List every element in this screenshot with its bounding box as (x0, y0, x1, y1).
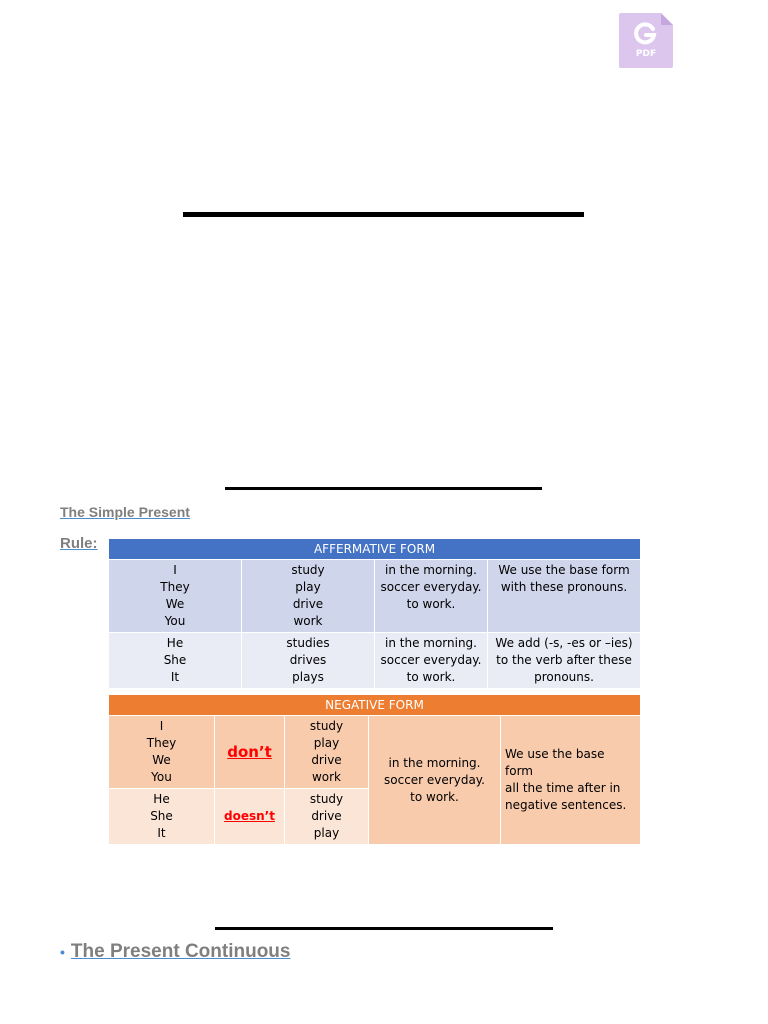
complements-cell (375, 560, 488, 633)
verb: play (295, 580, 321, 594)
verb: drives (289, 653, 327, 667)
section-title: The Simple Present (60, 504, 190, 520)
verb: work (293, 614, 323, 628)
verb: study (309, 792, 344, 806)
verb: study (291, 563, 325, 577)
logo-text: PDF (635, 49, 657, 59)
next-section-heading (60, 941, 290, 963)
complement: soccer everyday. (380, 653, 482, 667)
note-line: pronouns. (534, 670, 594, 684)
negative-table (108, 694, 641, 845)
verb: study (309, 719, 344, 733)
complements-cell (375, 633, 488, 689)
auxiliary-dont: don’t (215, 716, 285, 789)
auxiliary-doesnt: doesn’t (215, 789, 285, 845)
pronoun: She (163, 653, 187, 667)
pronoun: We (152, 753, 171, 767)
complement: soccer everyday. (380, 580, 482, 594)
pronoun: It (157, 826, 166, 840)
note-cell (488, 633, 641, 689)
complement: in the morning. (385, 636, 477, 650)
pronoun: He (166, 636, 184, 650)
pronoun: It (170, 670, 180, 684)
table-row (109, 560, 641, 633)
pronouns-cell (109, 789, 215, 845)
complement: in the morning. (385, 563, 477, 577)
table-row (109, 716, 641, 789)
note-line: to the verb after these (496, 653, 632, 667)
note-line: with these pronouns. (500, 580, 628, 594)
verbs-cell (242, 560, 375, 633)
note-line: We use the base form (498, 563, 630, 577)
note-cell (501, 716, 641, 845)
verbs-cell (285, 716, 369, 789)
verb: work (311, 770, 342, 784)
next-section-title: The Present Continuous (70, 941, 291, 962)
note-line: We use the base form (505, 747, 605, 778)
note-cell (488, 560, 641, 633)
pronoun: They (160, 580, 190, 594)
complement: to work. (406, 670, 456, 684)
pronoun: She (150, 809, 173, 823)
complement: to work. (406, 597, 456, 611)
complement: in the morning. (388, 755, 481, 770)
negative-header: NEGATIVE FORM (109, 695, 641, 716)
note-line: We add (-s, -es or –ies) (495, 636, 633, 650)
complement: to work. (410, 789, 459, 804)
note-line: all the time after in (505, 781, 621, 795)
pronoun: You (151, 770, 172, 784)
verb: drive (292, 597, 324, 611)
verb: plays (292, 670, 324, 684)
horizontal-rule (225, 487, 542, 490)
pronoun: I (173, 563, 177, 577)
pronouns-cell (109, 633, 242, 689)
affirmative-table (108, 538, 641, 689)
logo-fold (661, 13, 673, 25)
affirmative-header-row (109, 539, 641, 560)
pronoun: You (164, 614, 186, 628)
affirmative-header: AFFERMATIVE FORM (109, 539, 641, 560)
pronoun: He (153, 792, 170, 806)
verb: play (313, 826, 340, 840)
pronoun: We (165, 597, 185, 611)
verbs-cell (285, 789, 369, 845)
horizontal-rule (183, 212, 584, 217)
note-line: negative sentences. (505, 798, 627, 812)
pronouns-cell (109, 560, 242, 633)
table-row (109, 633, 641, 689)
pronouns-cell (109, 716, 215, 789)
rule-label: Rule: (60, 535, 98, 552)
logo-g-icon (634, 21, 658, 45)
app-logo (619, 13, 673, 68)
negative-header-row (109, 695, 641, 716)
complements-cell (369, 716, 501, 845)
complement: soccer everyday. (384, 772, 485, 787)
verbs-cell (242, 633, 375, 689)
verb: studies (286, 636, 330, 650)
horizontal-rule (215, 927, 553, 930)
pronoun: I (159, 719, 164, 733)
verb: drive (311, 753, 342, 767)
pronoun: They (146, 736, 177, 750)
bullet-icon: • (60, 943, 65, 960)
verb: play (313, 736, 340, 750)
verb: drive (311, 809, 342, 823)
